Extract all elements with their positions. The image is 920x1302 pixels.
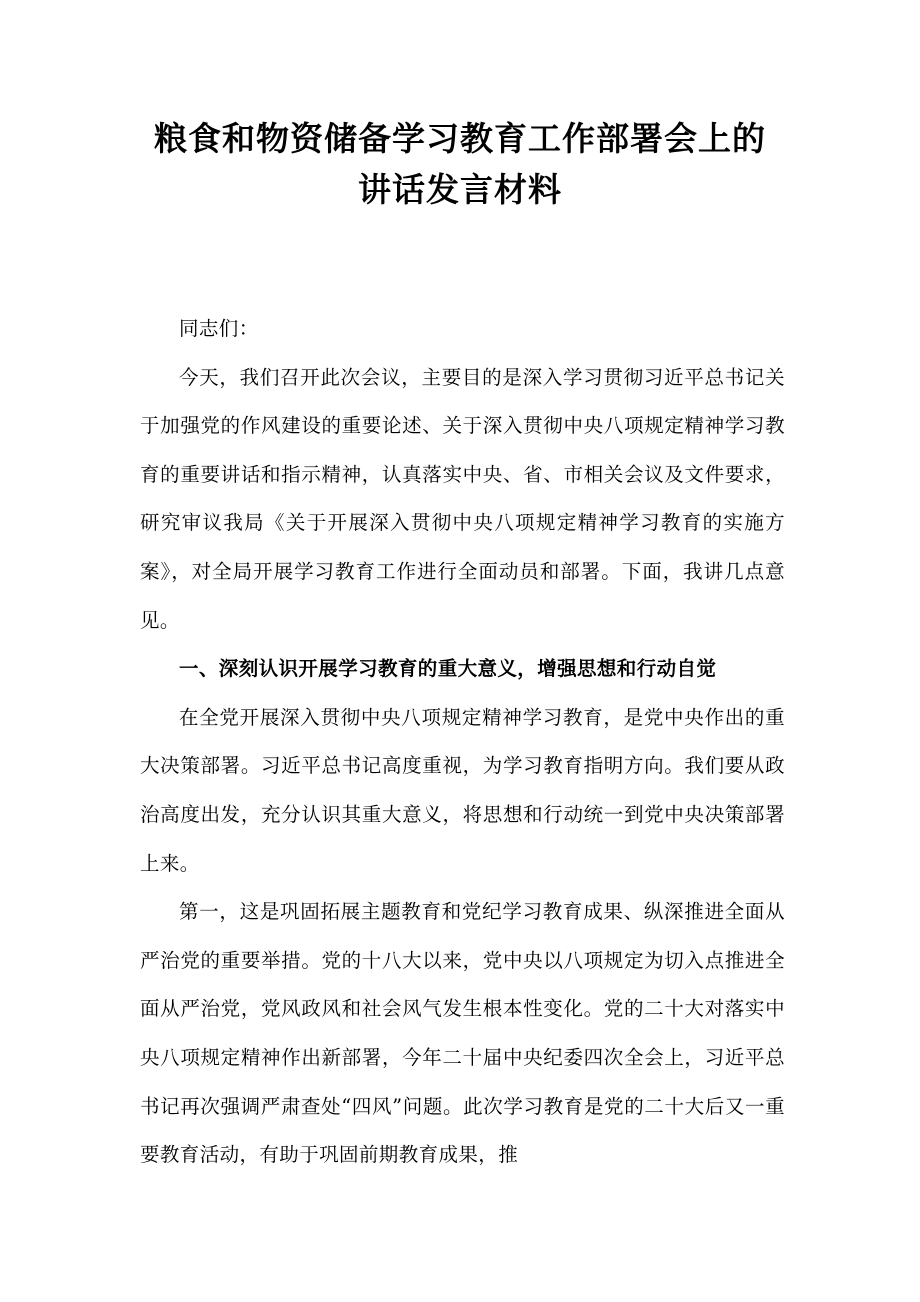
document-title-line-2: 讲话发言材料 <box>358 170 562 209</box>
document-title-line-1: 粮食和物资储备学习教育工作部署会上的 <box>154 119 766 158</box>
section-paragraph: 在全党开展深入贯彻中央八项规定精神学习教育，是党中央作出的重大决策部署。习近平总书记高度重视，为学习教育指明方向。我们要从政治高度出发，充分认识其重大意义，将思想和行动统一到党中央决策部署上来。 <box>140 705 785 875</box>
section-heading: 一、深刻认识开展学习教育的重大意义，增强思想和行动自觉 <box>179 657 717 681</box>
document-body <box>140 305 785 1180</box>
intro-paragraph: 今天，我们召开此次会议，主要目的是深入学习贯彻习近平总书记关于加强党的作风建设的重要论述、关于深入贯彻中央八项规定精神学习教育的重要讲话和指示精神，认真落实中央、省、市相关会议及文件要求，研究审议我局《关于开展深入贯彻中央八项规定精神学习教育的实施方案》，对全局开展学习教育工作进行全面动员和部署。下面，我讲几点意见。 <box>140 365 785 632</box>
section-paragraph: 第一，这是巩固拓展主题教育和党纪学习教育成果、纵深推进全面从严治党的重要举措。党的十八大以来，党中央以八项规定为切入点推进全面从严治党，党风政风和社会风气发生根本性变化。党的二十大对落实中央八项规定精神作出新部署，今年二十届中央纪委四次全会上，习近平总书记再次强调严肃查处“四风”问题。此次学习教育是党的二十大后又一重要教育活动，有助于巩固前期教育成果，推 <box>140 900 785 1167</box>
greeting: 同志们： <box>179 317 259 340</box>
